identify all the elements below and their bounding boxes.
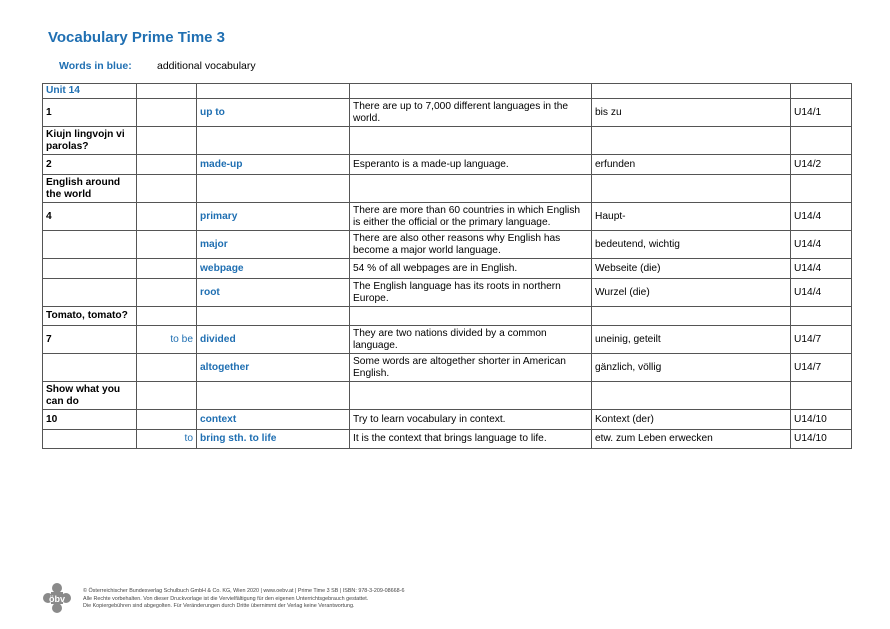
footer-line-3: Die Kopiergebühren sind abgegolten. Für Veränderungen durch Dritte übernimmt der Verlag keine Verantwortung. <box>83 603 355 609</box>
page-title: Vocabulary Prime Time 3 <box>48 29 226 46</box>
reference: U14/1 <box>791 99 852 127</box>
vocab-word: major <box>197 231 350 259</box>
translation: erfunden <box>592 155 791 175</box>
example-sentence: There are also other reasons why English has become a major world language. <box>350 231 592 259</box>
table-row <box>43 175 852 203</box>
translation: Kontext (der) <box>592 410 791 430</box>
vocab-word <box>197 175 350 203</box>
translation: Webseite (die) <box>592 259 791 279</box>
vocab-word: altogether <box>197 354 350 382</box>
table-row <box>43 203 852 231</box>
reference <box>791 84 852 99</box>
reference: U14/4 <box>791 259 852 279</box>
svg-text:öbv: öbv <box>48 594 66 604</box>
reference <box>791 127 852 155</box>
translation: Haupt- <box>592 203 791 231</box>
table-row <box>43 84 852 99</box>
reference <box>791 382 852 410</box>
word-prefix <box>137 203 197 231</box>
reference: U14/7 <box>791 326 852 354</box>
example-sentence <box>350 307 592 326</box>
vocab-word <box>197 84 350 99</box>
table-row <box>43 354 852 382</box>
vocab-word: webpage <box>197 259 350 279</box>
vocab-word <box>197 127 350 155</box>
reference: U14/4 <box>791 203 852 231</box>
row-number: 1 <box>43 99 137 127</box>
word-prefix <box>137 382 197 410</box>
table-row <box>43 382 852 410</box>
translation: uneinig, geteilt <box>592 326 791 354</box>
word-prefix <box>137 279 197 307</box>
reference: U14/4 <box>791 231 852 259</box>
example-sentence: There are more than 60 countries in which English is either the official or the primary language. <box>350 203 592 231</box>
translation <box>592 382 791 410</box>
example-sentence: Try to learn vocabulary in context. <box>350 410 592 430</box>
word-prefix <box>137 231 197 259</box>
reference <box>791 175 852 203</box>
table-row <box>43 155 852 175</box>
example-sentence: It is the context that brings language to life. <box>350 430 592 449</box>
row-number: 4 <box>43 203 137 231</box>
reference: U14/2 <box>791 155 852 175</box>
example-sentence: There are up to 7,000 different languages in the world. <box>350 99 592 127</box>
example-sentence <box>350 382 592 410</box>
vocab-word: bring sth. to life <box>197 430 350 449</box>
row-number <box>43 430 137 449</box>
translation: bis zu <box>592 99 791 127</box>
translation <box>592 84 791 99</box>
oebv-logo <box>40 581 74 615</box>
word-prefix <box>137 84 197 99</box>
word-prefix <box>137 175 197 203</box>
row-number <box>43 259 137 279</box>
table-row <box>43 326 852 354</box>
row-number: 10 <box>43 410 137 430</box>
table-row <box>43 127 852 155</box>
example-sentence <box>350 175 592 203</box>
example-sentence: The English language has its roots in northern Europe. <box>350 279 592 307</box>
translation: gänzlich, völlig <box>592 354 791 382</box>
table-row <box>43 259 852 279</box>
vocab-word: context <box>197 410 350 430</box>
row-number <box>43 354 137 382</box>
legend-value: additional vocabulary <box>157 60 256 72</box>
reference: U14/10 <box>791 430 852 449</box>
word-prefix <box>137 410 197 430</box>
row-number: 2 <box>43 155 137 175</box>
example-sentence <box>350 127 592 155</box>
row-number: Tomato, tomato? <box>43 307 137 326</box>
example-sentence <box>350 84 592 99</box>
translation <box>592 307 791 326</box>
vocab-word <box>197 307 350 326</box>
example-sentence: Some words are altogether shorter in American English. <box>350 354 592 382</box>
word-prefix <box>137 99 197 127</box>
row-number: Show what you can do <box>43 382 137 410</box>
word-prefix: to <box>137 430 197 449</box>
table-row <box>43 410 852 430</box>
word-prefix <box>137 307 197 326</box>
translation <box>592 127 791 155</box>
row-number: Unit 14 <box>43 84 137 99</box>
footer-copyright <box>83 588 404 611</box>
reference <box>791 307 852 326</box>
vocab-word: root <box>197 279 350 307</box>
translation: etw. zum Leben erwecken <box>592 430 791 449</box>
translation: Wurzel (die) <box>592 279 791 307</box>
translation <box>592 175 791 203</box>
vocab-word: primary <box>197 203 350 231</box>
table-row <box>43 430 852 449</box>
table-row <box>43 279 852 307</box>
table-row <box>43 307 852 326</box>
table-row <box>43 231 852 259</box>
vocabulary-table <box>42 83 852 449</box>
table-row <box>43 99 852 127</box>
word-prefix: to be <box>137 326 197 354</box>
row-number: 7 <box>43 326 137 354</box>
example-sentence: Esperanto is a made-up language. <box>350 155 592 175</box>
example-sentence: 54 % of all webpages are in English. <box>350 259 592 279</box>
vocab-word: up to <box>197 99 350 127</box>
legend-key: Words in blue: <box>59 60 132 72</box>
footer-line-2: Alle Rechte vorbehalten. Von dieser Druckvorlage ist die Vervielfältigung für den eigenen Unterrichtsgebrauch gestattet. <box>83 595 369 602</box>
row-number <box>43 279 137 307</box>
word-prefix <box>137 155 197 175</box>
footer-line-1: © Österreichischer Bundesverlag Schulbuch GmbH & Co. KG, Wien 2020 | www.oebv.at | Prime Time 3 SB | ISBN: 978-3-209-08668-6 <box>83 588 405 594</box>
reference: U14/7 <box>791 354 852 382</box>
word-prefix <box>137 127 197 155</box>
reference: U14/10 <box>791 410 852 430</box>
word-prefix <box>137 259 197 279</box>
row-number: English around the world <box>43 175 137 203</box>
vocab-word: made-up <box>197 155 350 175</box>
vocab-word: divided <box>197 326 350 354</box>
row-number: Kiujn lingvojn vi parolas? <box>43 127 137 155</box>
word-prefix <box>137 354 197 382</box>
example-sentence: They are two nations divided by a common language. <box>350 326 592 354</box>
vocab-word <box>197 382 350 410</box>
reference: U14/4 <box>791 279 852 307</box>
row-number <box>43 231 137 259</box>
translation: bedeutend, wichtig <box>592 231 791 259</box>
